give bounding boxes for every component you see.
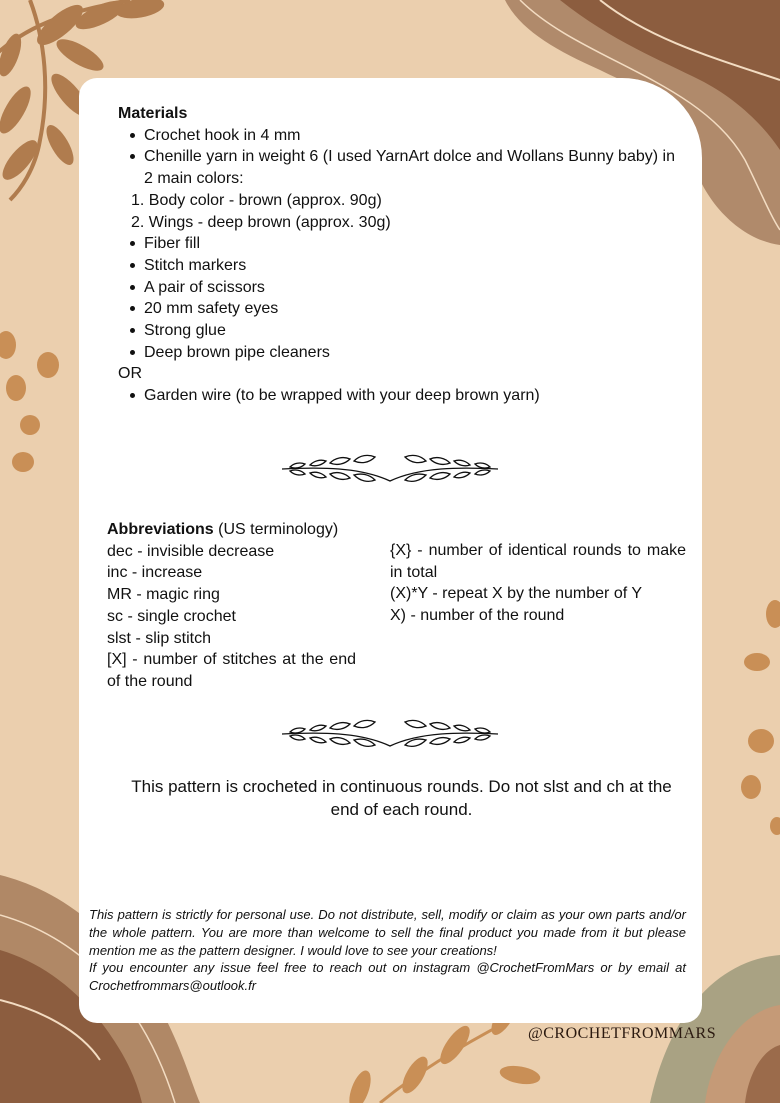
continuous-rounds-note: This pattern is crocheted in continuous rounds. Do not slst and ch at the end of each round. (131, 777, 672, 819)
contact-notice-line: If you encounter any issue feel free to reach out on instagram @CrochetFromMars or by email at Crochetfrommars@outlook.fr (89, 960, 686, 994)
abbreviation-item: dec - invisible decrease (107, 542, 275, 560)
laurel-divider-icon (280, 718, 500, 754)
abbreviations-right (390, 540, 686, 627)
abbreviation-item: slst - slip stitch (107, 629, 212, 647)
abbreviation-item: {X} - number of identical rounds to make in total (390, 542, 686, 581)
abbreviations-heading-note: (US terminology) (213, 521, 339, 538)
or-label: OR (118, 365, 142, 383)
materials-numbered-list (118, 190, 688, 233)
abbreviation-item: MR - magic ring (107, 586, 220, 604)
list-item: Fiber fill (118, 233, 688, 255)
list-item: 20 mm safety eyes (118, 298, 688, 320)
list-item: Chenille yarn in weight 6 (I used YarnArt dolce and Wollans Bunny baby) in 2 main colors: (118, 146, 688, 189)
materials-heading: Materials (118, 105, 188, 122)
materials-list-c (118, 385, 688, 407)
abbreviations-heading (107, 519, 367, 541)
materials-section (118, 103, 688, 407)
instagram-handle: @CROCHETFROMMARS (528, 1025, 717, 1042)
numbered-item: 1. Body color - brown (approx. 90g) (131, 191, 382, 209)
materials-list-a (118, 125, 688, 190)
dots-left (0, 331, 59, 472)
abbreviation-item: [X] - number of stitches at the end of the round (107, 651, 356, 690)
list-item: Deep brown pipe cleaners (118, 342, 688, 364)
list-item: Crochet hook in 4 mm (118, 125, 688, 147)
abbreviation-item: sc - single crochet (107, 607, 236, 625)
abbreviation-item: (X)*Y - repeat X by the number of Y (390, 585, 642, 603)
list-item: Strong glue (118, 320, 688, 342)
dots-right (741, 600, 780, 835)
abbreviations-left (107, 519, 367, 693)
list-item: A pair of scissors (118, 277, 688, 299)
materials-list-b (118, 233, 688, 363)
abbreviation-item: inc - increase (107, 564, 203, 582)
abbreviations-heading-bold: Abbreviations (107, 521, 214, 538)
list-item: Stitch markers (118, 255, 688, 277)
usage-notice (89, 906, 686, 995)
laurel-divider-icon (280, 453, 500, 489)
numbered-item: 2. Wings - deep brown (approx. 30g) (131, 213, 391, 231)
usage-notice-line: This pattern is strictly for personal use. Do not distribute, sell, modify or claim as your own parts and/or the whole pattern. You are more than welcome to sell the final product you made from it but please mention me as the pattern designer. I would love to see your creations! (89, 907, 686, 958)
abbreviation-item: X) - number of the round (390, 607, 565, 625)
list-item: Garden wire (to be wrapped with your deep brown yarn) (118, 385, 688, 407)
